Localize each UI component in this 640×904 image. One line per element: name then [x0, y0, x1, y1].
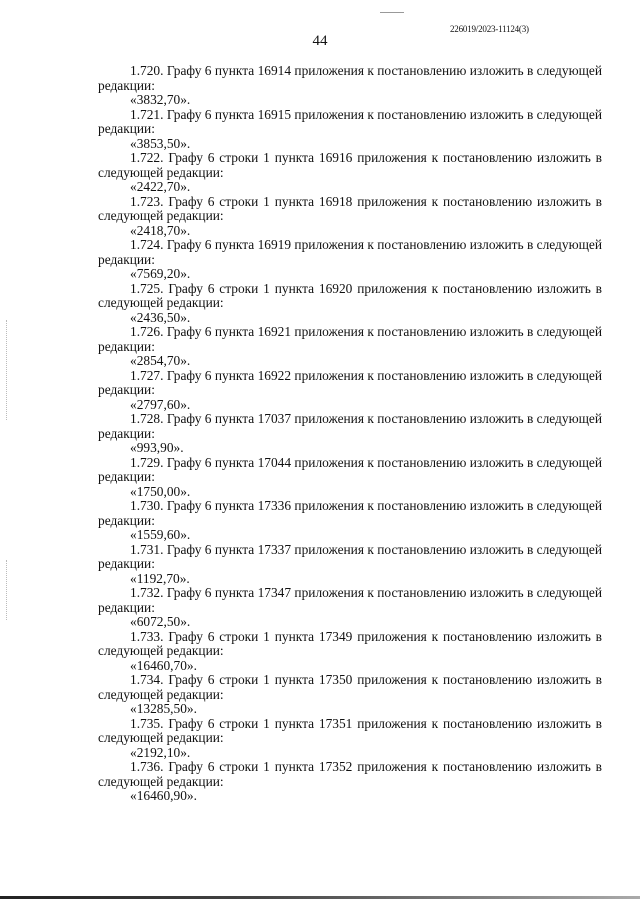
amendment-item	[98, 64, 602, 108]
amendment-text: 1.735. Графу 6 строки 1 пункта 17351 приложения к постановлению изложить в следующей редакции:	[98, 715, 602, 745]
amendment-item	[98, 456, 602, 500]
amendment-text: 1.726. Графу 6 пункта 16921 приложения к постановлению изложить в следующей редакции:	[98, 324, 602, 354]
amendment-text: 1.721. Графу 6 пункта 16915 приложения к постановлению изложить в следующей редакции:	[98, 106, 602, 136]
amendment-value: «7569,20».	[130, 266, 191, 281]
amendment-item	[98, 282, 602, 326]
amendment-text: 1.724. Графу 6 пункта 16919 приложения к постановлению изложить в следующей редакции:	[98, 237, 602, 267]
amendment-text: 1.727. Графу 6 пункта 16922 приложения к постановлению изложить в следующей редакции:	[98, 367, 602, 397]
amendment-value: «2422,70».	[130, 179, 191, 194]
amendment-value: «16460,70».	[130, 657, 197, 673]
amendment-item	[98, 369, 602, 413]
amendment-text: 1.725. Графу 6 строки 1 пункта 16920 приложения к постановлению изложить в следующей редакции:	[98, 280, 602, 310]
amendment-item	[98, 238, 602, 282]
amendment-value: «3853,50».	[130, 135, 191, 151]
amendment-value: «1559,60».	[130, 527, 191, 542]
amendment-text: 1.728. Графу 6 пункта 17037 приложения к постановлению изложить в следующей редакции:	[98, 411, 602, 441]
amendment-value: «1750,00».	[130, 483, 191, 499]
amendment-text: 1.722. Графу 6 строки 1 пункта 16916 приложения к постановлению изложить в следующей редакции:	[98, 150, 602, 180]
amendment-text: 1.720. Графу 6 пункта 16914 приложения к постановлению изложить в следующей редакции:	[98, 63, 602, 93]
amendment-text: 1.729. Графу 6 пункта 17044 приложения к постановлению изложить в следующей редакции:	[98, 454, 602, 484]
amendment-item	[98, 195, 602, 239]
amendment-item	[98, 499, 602, 543]
scan-bottom-edge	[0, 896, 640, 899]
amendment-text: 1.730. Графу 6 пункта 17336 приложения к постановлению изложить в следующей редакции:	[98, 498, 602, 528]
amendment-text: 1.732. Графу 6 пункта 17347 приложения к постановлению изложить в следующей редакции:	[98, 585, 602, 615]
amendment-item	[98, 673, 602, 717]
amendment-text: 1.733. Графу 6 строки 1 пункта 17349 приложения к постановлению изложить в следующей редакции:	[98, 628, 602, 658]
document-body	[98, 64, 602, 804]
amendment-item	[98, 151, 602, 195]
amendment-value: «2436,50».	[130, 309, 191, 325]
amendment-value: «2797,60».	[130, 396, 191, 412]
amendment-text: 1.723. Графу 6 строки 1 пункта 16918 приложения к постановлению изложить в следующей редакции:	[98, 193, 602, 223]
scan-mark	[380, 12, 404, 13]
amendment-value: «3832,70».	[130, 92, 191, 107]
page-number: 44	[312, 33, 328, 49]
amendment-item	[98, 760, 602, 804]
scan-margin-marks	[6, 560, 9, 620]
amendment-text: 1.731. Графу 6 пункта 17337 приложения к постановлению изложить в следующей редакции:	[98, 541, 602, 571]
amendment-item	[98, 717, 602, 761]
amendment-item	[98, 412, 602, 456]
document-code: 226019/2023-11124(3)	[450, 24, 529, 34]
scan-margin-marks	[6, 320, 9, 420]
amendment-value: «13285,50».	[130, 701, 197, 716]
amendment-value: «2418,70».	[130, 222, 191, 238]
amendment-value: «16460,90».	[130, 788, 197, 803]
amendment-item	[98, 325, 602, 369]
amendment-text: 1.734. Графу 6 строки 1 пункта 17350 приложения к постановлению изложить в следующей редакции:	[98, 672, 602, 702]
amendment-item	[98, 543, 602, 587]
amendment-value: «1192,70».	[130, 570, 190, 586]
amendment-value: «2854,70».	[130, 353, 191, 368]
amendment-value: «2192,10».	[130, 744, 191, 760]
amendment-item	[98, 586, 602, 630]
amendment-value: «993,90».	[130, 440, 184, 455]
amendment-item	[98, 630, 602, 674]
amendment-item	[98, 108, 602, 152]
amendment-value: «6072,50».	[130, 614, 191, 629]
amendment-text: 1.736. Графу 6 строки 1 пункта 17352 приложения к постановлению изложить в следующей редакции:	[98, 759, 602, 789]
